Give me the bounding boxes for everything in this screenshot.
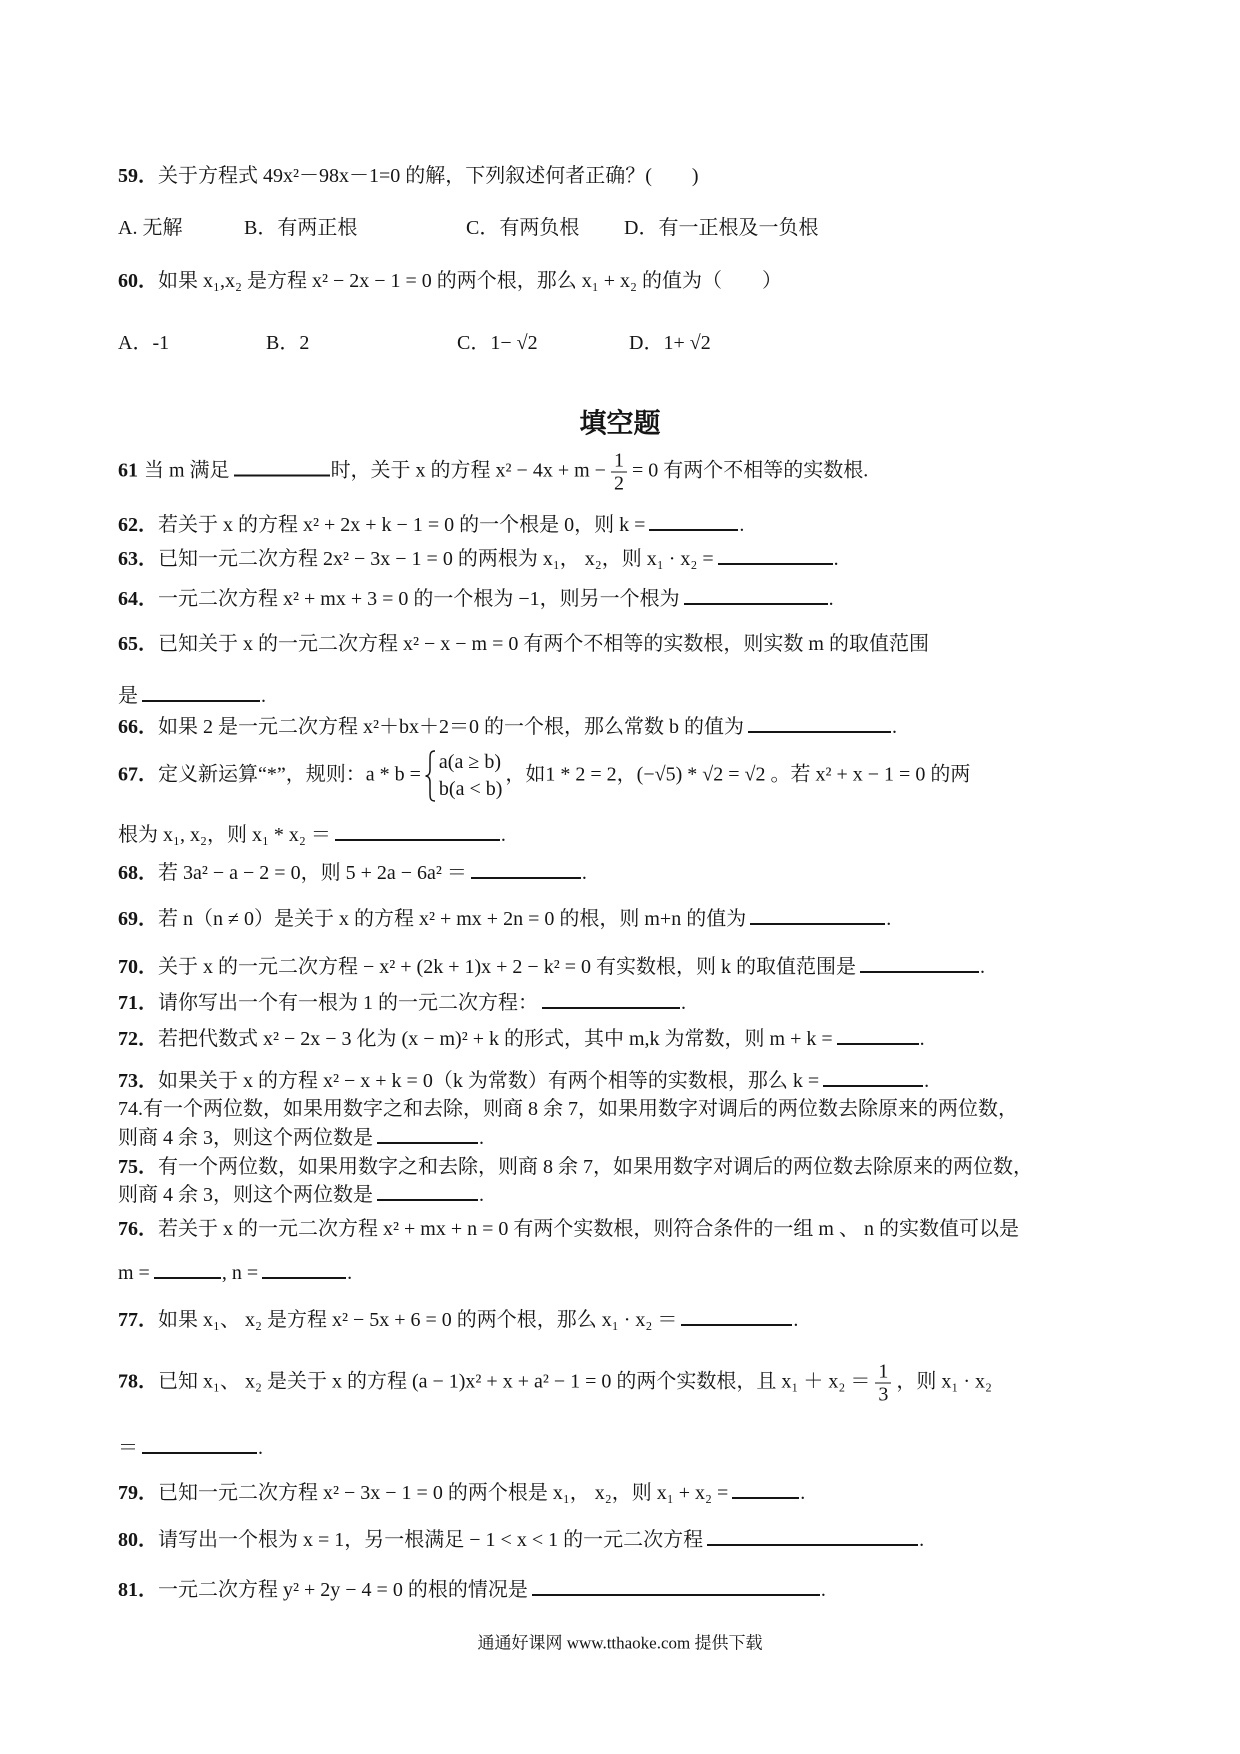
question-text: 已知一元二次方程 x² − 3x − 1 = 0 的两个根是 x₁， x₂，则 x₁ + x₂ = bbox=[158, 1482, 729, 1504]
question-text-after: ，则 x₁ · x₂ bbox=[896, 1370, 992, 1393]
question-70 bbox=[118, 953, 985, 981]
question-number: 67． bbox=[118, 763, 158, 786]
answer-blank bbox=[837, 1025, 919, 1045]
fraction-numerator: 1 bbox=[875, 1361, 891, 1384]
answer-blank bbox=[532, 1576, 820, 1596]
question-number: 70． bbox=[118, 956, 158, 978]
question-text-after: . bbox=[919, 1028, 925, 1050]
question-text: 是 bbox=[118, 685, 138, 707]
question-number: 75． bbox=[118, 1156, 158, 1178]
answer-blank bbox=[684, 585, 828, 605]
question-text: 若 n（n ≠ 0）是关于 x 的方程 x² + mx + 2n = 0 的根，则 m+n 的值为 bbox=[158, 908, 747, 930]
question-75-continued bbox=[118, 1181, 484, 1209]
question-67-continued bbox=[118, 821, 506, 849]
question-text-after: . bbox=[581, 862, 587, 884]
question-77 bbox=[118, 1306, 798, 1334]
question-68 bbox=[118, 859, 587, 887]
question-65-continued bbox=[118, 682, 266, 710]
question-text: 定义新运算“*”，规则：a * b = bbox=[158, 763, 421, 786]
answer-blank bbox=[732, 1479, 799, 1499]
fraction bbox=[611, 450, 627, 495]
answer-blank bbox=[707, 1526, 918, 1546]
piecewise-cases bbox=[439, 749, 502, 803]
answer-blank bbox=[750, 905, 885, 925]
question-number: 60． bbox=[118, 270, 158, 292]
question-69 bbox=[118, 905, 891, 933]
question-text-tail: = 0 有两个不相等的实数根. bbox=[631, 459, 869, 482]
question-72 bbox=[118, 1025, 925, 1053]
question-text: 一元二次方程 x² + mx + 3 = 0 的一个根为 −1，则另一个根为 bbox=[158, 588, 680, 610]
answer-blank bbox=[142, 682, 260, 702]
question-number: 81． bbox=[118, 1579, 158, 1601]
question-number: 64． bbox=[118, 588, 158, 610]
answer-blank bbox=[542, 989, 680, 1009]
question-74 bbox=[118, 1095, 1018, 1123]
question-text: 有一个两位数，如果用数字之和去除，则商 8 余 7，如果用数字对调后的两位数去除原来的两位数， bbox=[143, 1098, 1018, 1120]
question-number: 74. bbox=[118, 1098, 143, 1120]
answer-blank bbox=[718, 545, 833, 565]
question-text-after: . bbox=[886, 908, 892, 930]
question-number: 80． bbox=[118, 1529, 158, 1551]
question-number: 65． bbox=[118, 633, 158, 655]
question-number: 59． bbox=[118, 165, 158, 187]
question-text: 若关于 x 的一元二次方程 x² + mx + n = 0 有两个实数根，则符合条件的一组 m 、 n 的实数值可以是 bbox=[158, 1218, 1019, 1240]
question-text: 有一个两位数，如果用数字之和去除，则商 8 余 7，如果用数字对调后的两位数去除原来的两位数， bbox=[158, 1156, 1033, 1178]
answer-blank bbox=[234, 457, 330, 477]
page-footer: 通通好课网 www.tthaoke.com 提供下载 bbox=[477, 1633, 763, 1653]
question-text: 则商 4 余 3，则这个两位数是 bbox=[118, 1184, 373, 1206]
question-text: ＝ bbox=[118, 1437, 138, 1459]
question-59 bbox=[118, 162, 699, 190]
question-text: 关于 x 的一元二次方程 − x² + (2k + 1)x + 2 − k² = 0 有实数根，则 k 的取值范围是 bbox=[158, 956, 856, 978]
question-66 bbox=[118, 713, 897, 741]
question-text: 如果 x₁、 x₂ 是方程 x² − 5x + 6 = 0 的两个根，那么 x₁ · x₂ ＝ bbox=[158, 1309, 678, 1331]
m-label: m = bbox=[118, 1262, 150, 1284]
question-number: 66． bbox=[118, 716, 158, 738]
question-number: 68． bbox=[118, 862, 158, 884]
question-text: 根为 x₁, x₂，则 x₁ * x₂ ＝ bbox=[118, 824, 331, 846]
answer-blank bbox=[823, 1067, 923, 1087]
question-text: 则商 4 余 3，则这个两位数是 bbox=[118, 1127, 373, 1149]
answer-blank-n bbox=[262, 1259, 346, 1279]
fraction-numerator: 1 bbox=[611, 450, 627, 473]
question-text-after: . bbox=[479, 1127, 484, 1149]
question-67 bbox=[118, 749, 970, 803]
question-text-after: . bbox=[833, 548, 839, 570]
question-text: 关于方程式 49x²－98x－1=0 的解，下列叙述何者正确？( ) bbox=[158, 165, 699, 187]
question-65 bbox=[118, 630, 929, 658]
answer-blank bbox=[681, 1306, 792, 1326]
option-c: C．有两负根 bbox=[466, 217, 580, 239]
question-text: 请你写出一个有一根为 1 的一元二次方程： bbox=[158, 992, 538, 1014]
question-74-continued bbox=[118, 1124, 484, 1152]
question-text-after: 时，关于 x 的方程 x² − 4x + m − bbox=[330, 459, 606, 482]
question-text: 当 m 满足 bbox=[144, 459, 230, 482]
answer-blank-m bbox=[154, 1259, 221, 1279]
question-number: 79． bbox=[118, 1482, 158, 1504]
option-b: B．有两正根 bbox=[244, 217, 358, 239]
question-text: 请写出一个根为 x = 1，另一根满足 − 1 < x < 1 的一元二次方程 bbox=[158, 1529, 704, 1551]
question-text-after: . bbox=[739, 514, 745, 536]
question-number: 72． bbox=[118, 1028, 158, 1050]
question-text: 如果 x₁,x₂ 是方程 x² − 2x − 1 = 0 的两个根，那么 x₁ + x₂ 的值为（ ） bbox=[158, 270, 783, 292]
question-text: 已知关于 x 的一元二次方程 x² − x − m = 0 有两个不相等的实数根，则实数 m 的取值范围 bbox=[158, 633, 929, 655]
question-text: 一元二次方程 y² + 2y − 4 = 0 的根的情况是 bbox=[158, 1579, 528, 1601]
piecewise-case-1: a(a ≥ b) bbox=[438, 751, 501, 773]
question-71 bbox=[118, 989, 686, 1017]
question-80 bbox=[118, 1526, 924, 1554]
question-text-after: . bbox=[793, 1309, 799, 1331]
answer-blank bbox=[649, 511, 738, 531]
fraction-denominator: 2 bbox=[613, 472, 624, 495]
question-text: 已知 x₁、 x₂ 是关于 x 的方程 (a − 1)x² + x + a² − 1 = 0 的两个实数根，且 x₁ ＋ x₂ ＝ bbox=[158, 1370, 871, 1393]
question-60 bbox=[118, 267, 782, 295]
left-brace-icon bbox=[424, 749, 436, 803]
question-78-continued bbox=[118, 1434, 263, 1462]
question-text-after: . bbox=[479, 1184, 484, 1206]
option-d: D．有一正根及一负根 bbox=[624, 217, 819, 239]
question-78 bbox=[118, 1361, 992, 1406]
answer-blank bbox=[377, 1124, 478, 1144]
question-number: 69． bbox=[118, 908, 158, 930]
question-number: 63． bbox=[118, 548, 158, 570]
question-73 bbox=[118, 1067, 929, 1095]
question-text-after: . bbox=[892, 716, 897, 738]
question-text: 已知一元二次方程 2x² − 3x − 1 = 0 的两根为 x₁， x₂，则 x₁ · x₂ = bbox=[158, 548, 714, 570]
answer-blank bbox=[471, 859, 581, 879]
answer-blank bbox=[748, 713, 891, 733]
question-61 bbox=[118, 450, 868, 495]
answer-blank bbox=[335, 821, 500, 841]
question-number: 62． bbox=[118, 514, 158, 536]
question-63 bbox=[118, 545, 839, 573]
question-number: 77． bbox=[118, 1309, 158, 1331]
question-64 bbox=[118, 585, 834, 613]
question-76 bbox=[118, 1215, 1019, 1243]
answer-blank bbox=[142, 1434, 257, 1454]
question-number: 71． bbox=[118, 992, 158, 1014]
question-62 bbox=[118, 511, 744, 539]
option-b: B．2 bbox=[266, 332, 310, 354]
question-text-after: . bbox=[347, 1262, 353, 1284]
option-a: A．-1 bbox=[118, 332, 170, 354]
question-text-after: . bbox=[919, 1529, 925, 1551]
question-text: 若把代数式 x² − 2x − 3 化为 (x − m)² + k 的形式，其中 m,k 为常数，则 m + k = bbox=[158, 1028, 833, 1050]
question-79 bbox=[118, 1479, 805, 1507]
question-text-after: . bbox=[924, 1070, 930, 1092]
answer-blank bbox=[860, 953, 979, 973]
option-c: C．1− √2 bbox=[457, 332, 538, 354]
option-a: A. 无解 bbox=[118, 217, 183, 239]
answer-blank bbox=[377, 1181, 478, 1201]
question-number: 78． bbox=[118, 1370, 158, 1393]
question-text-after: . bbox=[681, 992, 686, 1014]
option-d: D．1+ √2 bbox=[629, 332, 711, 354]
question-text-after: . bbox=[500, 824, 506, 846]
fraction bbox=[875, 1361, 891, 1406]
question-76-continued bbox=[118, 1259, 352, 1287]
question-text-after: . bbox=[800, 1482, 806, 1504]
question-number: 61 bbox=[118, 459, 138, 482]
piecewise-definition bbox=[424, 749, 502, 803]
question-text-after: ，如1 * 2 = 2，(−√5) * √2 = √2 。若 x² + x − 1 = 0 的两 bbox=[505, 763, 971, 786]
question-text-after: . bbox=[980, 956, 985, 978]
n-label: , n = bbox=[221, 1262, 259, 1284]
question-text-after: . bbox=[820, 1579, 826, 1601]
question-text-after: . bbox=[828, 588, 834, 610]
question-text: 若关于 x 的方程 x² + 2x + k − 1 = 0 的一个根是 0，则 k = bbox=[158, 514, 646, 536]
fraction-denominator: 3 bbox=[878, 1383, 889, 1406]
question-text-after: . bbox=[258, 1437, 263, 1459]
piecewise-case-2: b(a < b) bbox=[438, 778, 503, 800]
question-text: 若 3a² − a − 2 = 0，则 5 + 2a − 6a² ＝ bbox=[158, 862, 467, 884]
question-75 bbox=[118, 1153, 1033, 1181]
question-number: 73． bbox=[118, 1070, 158, 1092]
question-81 bbox=[118, 1576, 826, 1604]
question-number: 76． bbox=[118, 1218, 158, 1240]
question-text-after: . bbox=[261, 685, 266, 707]
question-text: 如果关于 x 的方程 x² − x + k = 0（k 为常数）有两个相等的实数根，那么 k = bbox=[158, 1070, 820, 1092]
section-title: 填空题 bbox=[579, 408, 661, 440]
question-text: 如果 2 是一元二次方程 x²＋bx＋2＝0 的一个根，那么常数 b 的值为 bbox=[158, 716, 744, 738]
